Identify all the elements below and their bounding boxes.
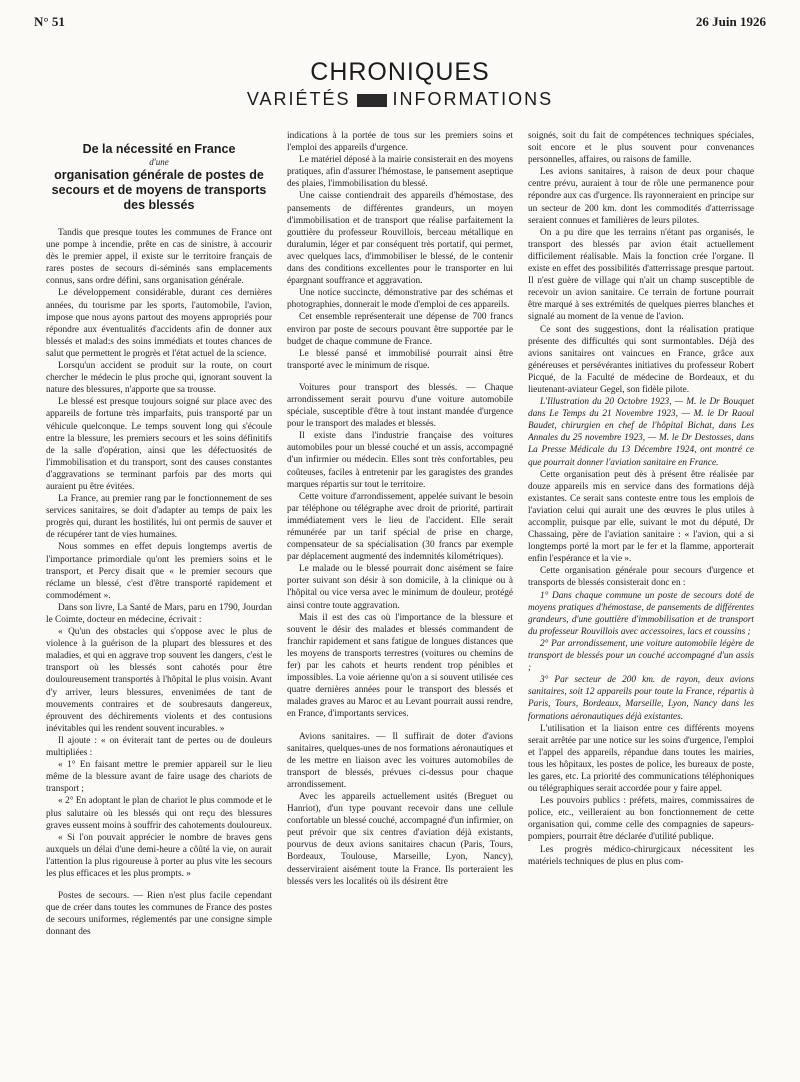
paragraph: Avec les appareils actuellement usités (Breguet ou Hanriot), d'un type pouvant recevoir dans une cellule confortable un blessé couché, accompagné d'un infirmier, on peut prévoir que six centres d'aviation déjà existants, pourvus de deux avions sanitaires chacun (Paris, Tours, Bordeaux, Toulouse, Marseille, Lyon, Nancy), desserviraient aisément toute la France. Ils porteraient les blessés vers les localités où ils désirent être <box>287 791 513 887</box>
paragraph: On a pu dire que les terrains n'étant pas organisés, le transport des blessés par avion était actuellement difficilement réalisable. Mais la fonction crée l'organe. Il existe en effet des possibilités d'atterrissage presque partout. Il n'est guère de village qui n'ait un champ susceptible de recevoir un avion sanitaire. Ce terrain de fortune pourrait être marqué à ses extrémités de quelques pierres blanches et signalé au moment de la venue de l'avion. <box>528 227 754 323</box>
article-title: De la nécessité en France <box>82 142 236 156</box>
paragraph: Cette voiture d'arrondissement, appelée suivant le besoin par téléphone ou télégraphe avec droit de priorité, partirait immédiatement vers le lieu de l'accident. Elle serait rémunérée par un tarif spécial de prise en charge, compensateur de sa spécialisation (30 francs par exemple par déplacement augmenté des indemnités kilométriques). <box>287 491 513 563</box>
quote-paragraph: « 2° En adoptant le plan de chariot le plus commode et le plus salutaire où les blessés qui ont reçu des blessures graves eussent moins à souffrir des cahotements douloureux. <box>46 796 272 831</box>
paragraph: Il existe dans l'industrie française des voitures automobiles pour un blessé couché et un assis, accompagné d'un infirmier ou médecin. Elles sont très confortables, peu coûteuses, faciles à entretenir par les garagistes des grandes marques répartis sur tout le territoire. <box>287 431 513 490</box>
list-item: 1° Dans chaque commune un poste de secours doté de moyens pratiques d'hémostase, de pansements de différentes grandeurs, d'une gouttière d'immobilisation et de transport du professeur Rouvillois avec accessoires, lacs et coussins ; <box>528 590 754 637</box>
paragraph: Il ajoute : « on éviterait tant de pertes ou de douleurs multipliées : <box>46 735 272 759</box>
column-1 <box>46 140 272 1080</box>
paragraph: Dans son livre, La Santé de Mars, paru en 1790, Jourdan le Coimte, docteur en médecine, écrivait : <box>46 602 272 625</box>
paragraph: La France, au premier rang par le fonctionnement de ses services sanitaires, se doit d'adapter au temps de paix les progrès qui, durant les hostilités, lui ont permis de sauver et de récupérer tant de vies humaines. <box>46 494 272 541</box>
paragraph: Lorsqu'un accident se produit sur la route, on court chercher le médecin le plus proche qui, ignorant souvent la nature des blessures, n'apporte que sa trousse. <box>46 361 272 396</box>
paragraph: Tandis que presque toutes les communes de France ont une pompe à incendie, prête en cas de sinistre, à accourir dès le premier appel, il existe sur le territoire français de rares postes de secours di-séminés sans emplacements connus, sans ordre défini, sans organisation générale. <box>46 228 272 287</box>
paragraph: Mais il est des cas où l'importance de la blessure et souvent le désir des malades et blessés commandent de franchir rapidement et sans fatigue de longues distances que les moyens de transports terrestres (voitures ou chemins de fer) par les cahots et heurts rendent trop pénibles et impossibles. La voie aérienne qu'on a si souvent utilisée ces quatre dernières années pour le transport des blessés et malades graves au Maroc et au Levant pourrait aussi rendre, en France, d'importants services. <box>287 612 513 720</box>
paragraph: indications à la portée de tous sur les premiers soins et l'emploi des appareils d'urgence. <box>287 131 513 154</box>
banner-ornament <box>357 94 387 107</box>
article-columns <box>46 130 754 1070</box>
paragraph: Les avions sanitaires, à raison de deux pour chaque centre prévu, auraient à tour de rôle une permanence pour répondre aux cas d'urgence. Ils rayonneraient en principe sur un secteur de 200 km. dont les commodités d'atterrissage seraient connues et familières de leurs pilotes. <box>528 167 754 226</box>
article-subtitle: organisation générale de postes de secours et de moyens de transports des blessés <box>51 168 267 212</box>
paragraph: Le développement considérable, durant ces dernières années, du tourisme par les sports, l'automobile, l'avion, impose que nous ayons partout des moyens appropriés pour répondre aux éventualités d'accidents afin de donner aux blessés et malad:s des soins immédiats et toutes chances de salut que permettent le progrès et l'état actuel de la science. <box>46 288 272 359</box>
section-paragraph: Postes de secours. — Rien n'est plus facile cependant que de créer dans toutes les communes de France des postes de secours uniformes, réglementés par une consigne simple donnant des <box>46 891 272 938</box>
paragraph: Les pouvoirs publics : préfets, maires, commissaires de police, etc., veilleraient au bon fonctionnement de cette organisation qui, comme celle des compagnies de sapeurs-pompiers, pourrait être déclarée d'utilité publique. <box>528 796 754 843</box>
paragraph: Le malade ou le blessé pourrait donc aisément se faire porter suivant son désir à son domicile, à la clinique ou à l'hôpital ou vice versa avec le minimum de douleur, protégé ainsi contre toute aggravation. <box>287 564 513 611</box>
paragraph: Les progrès médico-chirurgicaux nécessitent les matériels techniques de plus en plus com- <box>528 844 754 867</box>
column-3 <box>528 130 754 1070</box>
paragraph: L'Illustration du 20 Octobre 1923, — M. le Dr Bouquet dans Le Temps du 21 Novembre 1923, — M. le Dr Raoul Baudet, chirurgien en chef de l'hôpital Bichat, dans Les Annales du 25 novembre 1923, — M. le Dr Destosses, dans La Presse Médicale du 13 Décembre 1924, ont montré ce que pourrait donner l'aviation sanitaire en France. <box>528 397 754 468</box>
paragraph: Le blessé pansé et immobilisé pourrait ainsi être transporté avec le minimum de risque. <box>287 348 513 371</box>
paragraph: Le blessé est presque toujours soigné sur place avec des appareils de fortune très imparfaits, puis transporté par un véhicule quelconque. Le temps souvent long qui s'écoule entre la blessure, les premiers secours et les soins définitifs de la salle d'opération, ainsi que les défectuosités de l'immobilisation et du transport, sont des causes constantes d'aggravations se terminant parfois par des morts qui auraient pu être évitées. <box>46 397 272 492</box>
paragraph: Nous sommes en effet depuis longtemps avertis de l'importance primordiale qu'ont les premiers soins et le transport, et Percy disait que « le premier secours que réclame un blessé, c'est d'être transporté rapidement et commodément ». <box>46 542 272 601</box>
section-banner <box>0 58 800 110</box>
quote-paragraph: « Qu'un des obstacles qui s'oppose avec le plus de violence à la guérison de la plupart des blessures et des maladies, et qui en aggrave trop souvent les dangers, c'est le transport où les blessés sont cahotés pour être douloureusement transportés à l'hôpital le plus voisin. Avant d'y arriver, leurs blessures, envenimées de tant de mouvements contraires et de soubresauts dangereux, éprouvent des déchirements violents et des contusions inévitables qui les rendent souvent incurables. » <box>46 627 272 734</box>
column-2 <box>287 130 513 1070</box>
paragraph: Cette organisation peut dès à présent être réalisée par douze appareils mis en service dans des formations déjà existantes. Ce serait sans conteste entre tous les emplois de l'aviation celui qui aurait une des œuvres le plus utiles à accomplir, puisque par elle, suivant le mot du député, Dr Chassaing, père de l'aviation sanitaire : « l'avion, qui a si longtemps porté la mort par le fer et la flamme, apporterait enfin l'espérance et la vie ». <box>528 469 754 565</box>
paragraph: Une notice succincte, démonstrative par des schémas et photographies, donnerait le mode d'emploi de ces appareils. <box>287 288 513 311</box>
paragraph: Le matériel déposé à la mairie consisterait en des moyens pratiques, afin d'assurer l'hémostase, le pansement aseptique des plaies, l'immobilisation du blessé. <box>287 155 513 190</box>
paragraph: soignés, soit du fait de compétences techniques spéciales, soit encore et le plus souvent pour convenances personnelles, affaires, ou raisons de famille. <box>528 131 754 166</box>
list-item: 3° Par secteur de 200 km. de rayon, deux avions sanitaires, soit 12 appareils pour toute la France, répartis à Paris, Tours, Bordeaux, Marseille, Lyon, Nancy dans les formations aéronautiques déjà existantes. <box>528 675 754 722</box>
section-paragraph: Avions sanitaires. — Il suffirait de doter d'avions sanitaires, quelques-unes de nos formations aéronautiques et de les mettre en liaison avec les voitures automobiles de transport de blessés, prévues ci-dessus pour chaque arrondissement. <box>287 731 513 790</box>
section-paragraph: Voitures pour transport des blessés. — Chaque arrondissement serait pourvu d'une voiture automobile spéciale, susceptible d'être à tout instant mandée d'urgence pour le transport des malades et blessés. <box>287 382 513 430</box>
issue-number: N° 51 <box>34 14 65 29</box>
paragraph: Cet ensemble représenterait une dépense de 700 francs environ par poste de secours pouvant être supportée par le budget de chaque commune de France. <box>287 312 513 347</box>
issue-date: 26 Juin 1926 <box>695 14 766 29</box>
banner-left: VARIÉTÉS <box>246 89 351 109</box>
page-header <box>34 14 766 34</box>
list-item: 2° Par arrondissement, une voiture automobile légère de transport de blessés pour un couché accompagné d'un assis ; <box>528 638 754 674</box>
article-title-connector: d'une <box>149 157 169 167</box>
quote-paragraph: « 1° En faisant mettre le premier appareil sur le lieu même de la blessure avant de faire usage des chariots de transport ; <box>46 760 272 795</box>
paragraph: Cette organisation générale pour secours d'urgence et transports de blessés consisterait donc en : <box>528 566 754 589</box>
banner-subtitle <box>0 88 800 110</box>
paragraph: Une caisse contiendrait des appareils d'hémostase, des pansements de différentes grandeurs, un moyen d'immobilisation et de transport que réalise parfaitement la gouttière du professeur Rouvillois, berceau métallique en duralumin, léger et par conséquent très portatif, qui permet, avec quelques lacs, d'immobiliser le blessé, de le contenir dans des conditions excellentes pour le transporter en lui épargnant souffrance et aggravation. <box>287 191 513 287</box>
banner-title: CHRONIQUES <box>310 58 490 86</box>
paragraph: Ce sont des suggestions, dont la réalisation pratique présente des difficultés qui sont surmontables. Déjà des avions sanitaires ont vaincues en France, grâce aux généreuses et persévérantes initiatives du professeur Robert Picqué, de la Faculté de médecine de Bordeaux, et du lieutenant-aviateur Gegel, son fidèle pilote. <box>528 324 754 395</box>
banner-right: INFORMATIONS <box>392 89 554 109</box>
quote-paragraph: « Si l'on pouvait apprécier le nombre de braves gens auxquels un délai d'une demi-heure a côûté la vie, on aurait l'attention la plus rigoureuse à porter au plus vite les secours les plus efficaces et les plus prompts. » <box>46 832 272 879</box>
paragraph: L'utilisation et la liaison entre ces différents moyens serait arrêtée par une notice sur les soins d'urgence, l'emploi et l'appel des appareils, répandue dans toutes les mairies, tous les hôpitaux, les postes de police, les bureaux de poste, les gares, etc. La priorité des communications téléphoniques ou télégraphiques serait accordée pour y faire appel. <box>528 723 754 795</box>
